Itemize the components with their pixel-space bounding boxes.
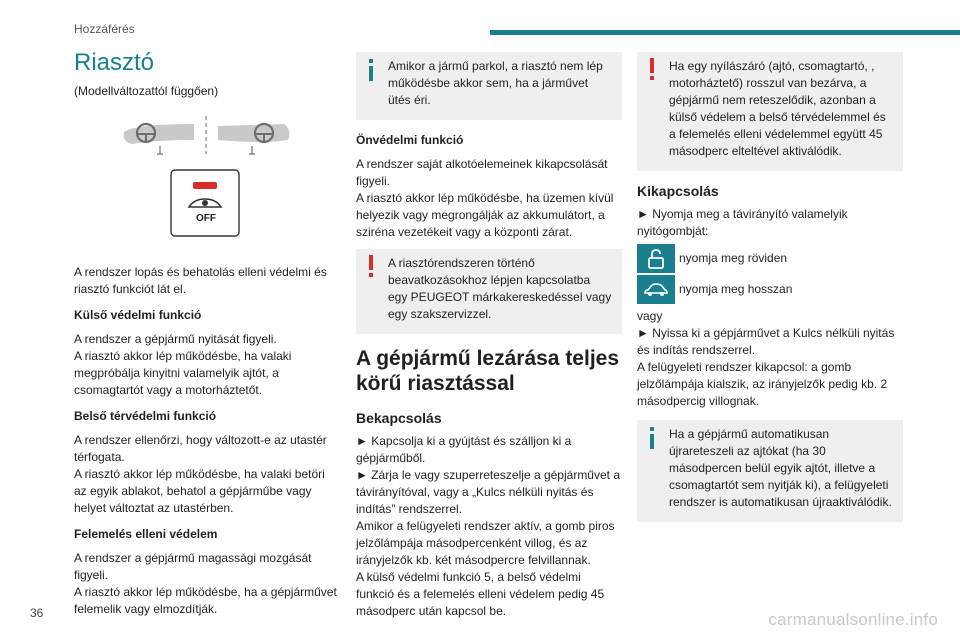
unlock-short-row	[637, 244, 903, 273]
warning-box-dealer	[356, 249, 622, 334]
unlock-long-label: nyomja meg hosszan	[679, 282, 793, 296]
watermark: carmanualsonline.info	[768, 610, 938, 629]
warning-box-door	[637, 52, 903, 171]
header-accent-bar	[490, 30, 960, 35]
self-protection-title: Önvédelmi funkció	[356, 133, 464, 147]
activation-title: Bekapcsolás	[356, 410, 442, 426]
unlock-padlock-icon	[637, 244, 675, 273]
interior-protection-text: A rendszer ellenőrzi, hogy változott-e az utastér térfogata. A riasztó akkor lép működésbe, ha valaki betöri az egyik ablakot, behatol a gépjárműbe vagy helyet változtat az utastérben.	[74, 433, 327, 515]
info-box-relock	[637, 420, 903, 522]
intro-text: A rendszer lopás és behatolás elleni védelmi és riasztó funkciót lát el.	[74, 265, 327, 296]
warning-icon	[366, 255, 378, 289]
lift-protection-title: Felemelés elleni védelem	[74, 527, 218, 541]
self-protection-text: A rendszer saját alkotóelemeinek kikapcsolását figyeli. A riasztó akkor lép működésbe, ha üzemen kívül helyezik vagy megrongálják az akkumulátort, a sziréna vezetékeit vagy a központi zárat.	[356, 157, 614, 239]
deactivation-intro: ► Nyomja meg a távirányító valamelyik nyitógombját:	[637, 207, 848, 238]
interior-protection-title: Belső térvédelmi funkció	[74, 409, 217, 423]
activation-text: ► Kapcsolja ki a gyújtást és szálljon ki a gépjárműből. ► Zárja le vagy szuperreteszelje a gépjárművet a távirányítóval, vagy a „Kulcs nélküli nyitás és indítás” rendszerrel. Amikor a felügyeleti rendszer aktív, a gomb piros jelzőlámpája másodpercenként villog, és az irányjelzők kb. két másodpercre felvillannak. A külső védelmi funkció 5, a belső védelmi funkció és a felemelés elleni védelem pedig 45 másodperc után kapcsol be.	[356, 434, 620, 618]
header-section: Hozzáférés	[74, 22, 135, 36]
car-unlock-icon	[637, 275, 675, 304]
unlock-long-row	[637, 275, 903, 304]
alarm-illustration	[74, 104, 340, 252]
external-protection-title: Külső védelmi funkció	[74, 308, 202, 322]
column-3	[637, 52, 903, 534]
off-label: OFF	[196, 213, 216, 224]
page-number: 36	[30, 606, 44, 620]
info-box-text: Amikor a jármű parkol, a riasztó nem lép működésbe akkor sem, ha a járművet ütés éri.	[388, 59, 603, 107]
warning-box-text: Ha egy nyílászáró (ajtó, csomagtartó, , motorháztető) rosszul van bezárva, a gépjármű nem reteszelődik, azonban a külső védelem a belső térvédelemmel és a felemelés elleni védelemmel együtt 45 másodperc elteltével aktiválódik.	[669, 59, 886, 158]
info-icon	[647, 426, 659, 460]
page-title: Riasztó	[74, 49, 155, 76]
external-protection-text: A rendszer a gépjármű nyitását figyeli. A riasztó akkor lép működésbe, ha valaki megpróbálja kinyitni valamelyik ajtót, a csomagtartót vagy a motorháztetőt.	[74, 332, 292, 397]
alarm-console-illustration	[74, 104, 340, 252]
column-2	[356, 52, 622, 624]
warning-box-text: A riasztórendszeren történő beavatkozásokhoz lépjen kapcsolatba egy PEUGEOT márkakereskedéssel vagy egy szakszervizzel.	[388, 256, 612, 321]
unlock-short-label: nyomja meg röviden	[679, 251, 788, 265]
info-box-text: Ha a gépjármű automatikusan újrareteszeli az ajtókat (ha 30 másodpercen belül egyik ajtót, illetve a csomagtartót sem nyitják ki), a felügyeleti rendszer is automatikusan újraaktiválódik.	[669, 427, 892, 509]
lift-protection-text: A rendszer a gépjármű magassági mozgását figyeli. A riasztó akkor lép működésbe, ha a gépjárművet felemelik vagy elmozdítják.	[74, 551, 337, 616]
warning-icon	[647, 58, 659, 92]
column-1	[74, 49, 340, 622]
deactivation-text: vagy ► Nyissa ki a gépjárművet a Kulcs nélküli nyitás és indítás rendszerrel. A felügyeleti rendszer kikapcsol: a gomb jelzőlámpája kialszik, az irányjelzők pedig kb. 2 másodpercig villognak.	[637, 309, 895, 408]
info-icon	[366, 58, 378, 92]
info-box-parking	[356, 52, 622, 120]
full-alarm-lock-title: A gépjármű lezárása teljes körű riasztással	[356, 347, 620, 395]
subtitle: (Modellváltozattól függően)	[74, 84, 219, 98]
deactivation-title: Kikapcsolás	[637, 183, 719, 199]
